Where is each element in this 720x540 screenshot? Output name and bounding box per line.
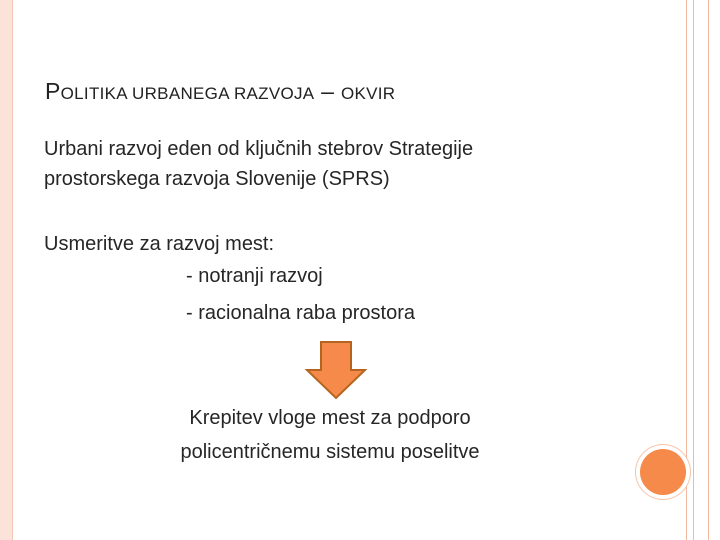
intro-line: prostorskega razvoja Slovenije (SPRS): [44, 168, 390, 190]
intro-paragraph: [44, 134, 473, 194]
intro-line: Urbani razvoj eden od ključnih stebrov Strategije: [44, 138, 474, 160]
slide-title: POLITIKA URBANEGA RAZVOJA – OKVIR: [45, 78, 396, 104]
frame-line: [708, 0, 709, 540]
conclusion-text: [130, 401, 530, 469]
down-arrow-icon: [304, 340, 368, 400]
guidelines-heading: Usmeritve za razvoj mest:: [44, 233, 275, 255]
conclusion-line: policentričnemu sistemu poselitve: [180, 441, 480, 463]
guideline-item: - racionalna raba prostora: [186, 302, 416, 324]
slide-frame-right: [686, 0, 720, 540]
frame-line: [686, 0, 687, 540]
slide-frame-left: [0, 0, 13, 540]
conclusion-line: Krepitev vloge mest za podporo: [189, 407, 471, 429]
frame-line: [693, 0, 694, 540]
accent-circle-icon: [640, 449, 686, 495]
guideline-item: - notranji razvoj: [186, 265, 323, 287]
